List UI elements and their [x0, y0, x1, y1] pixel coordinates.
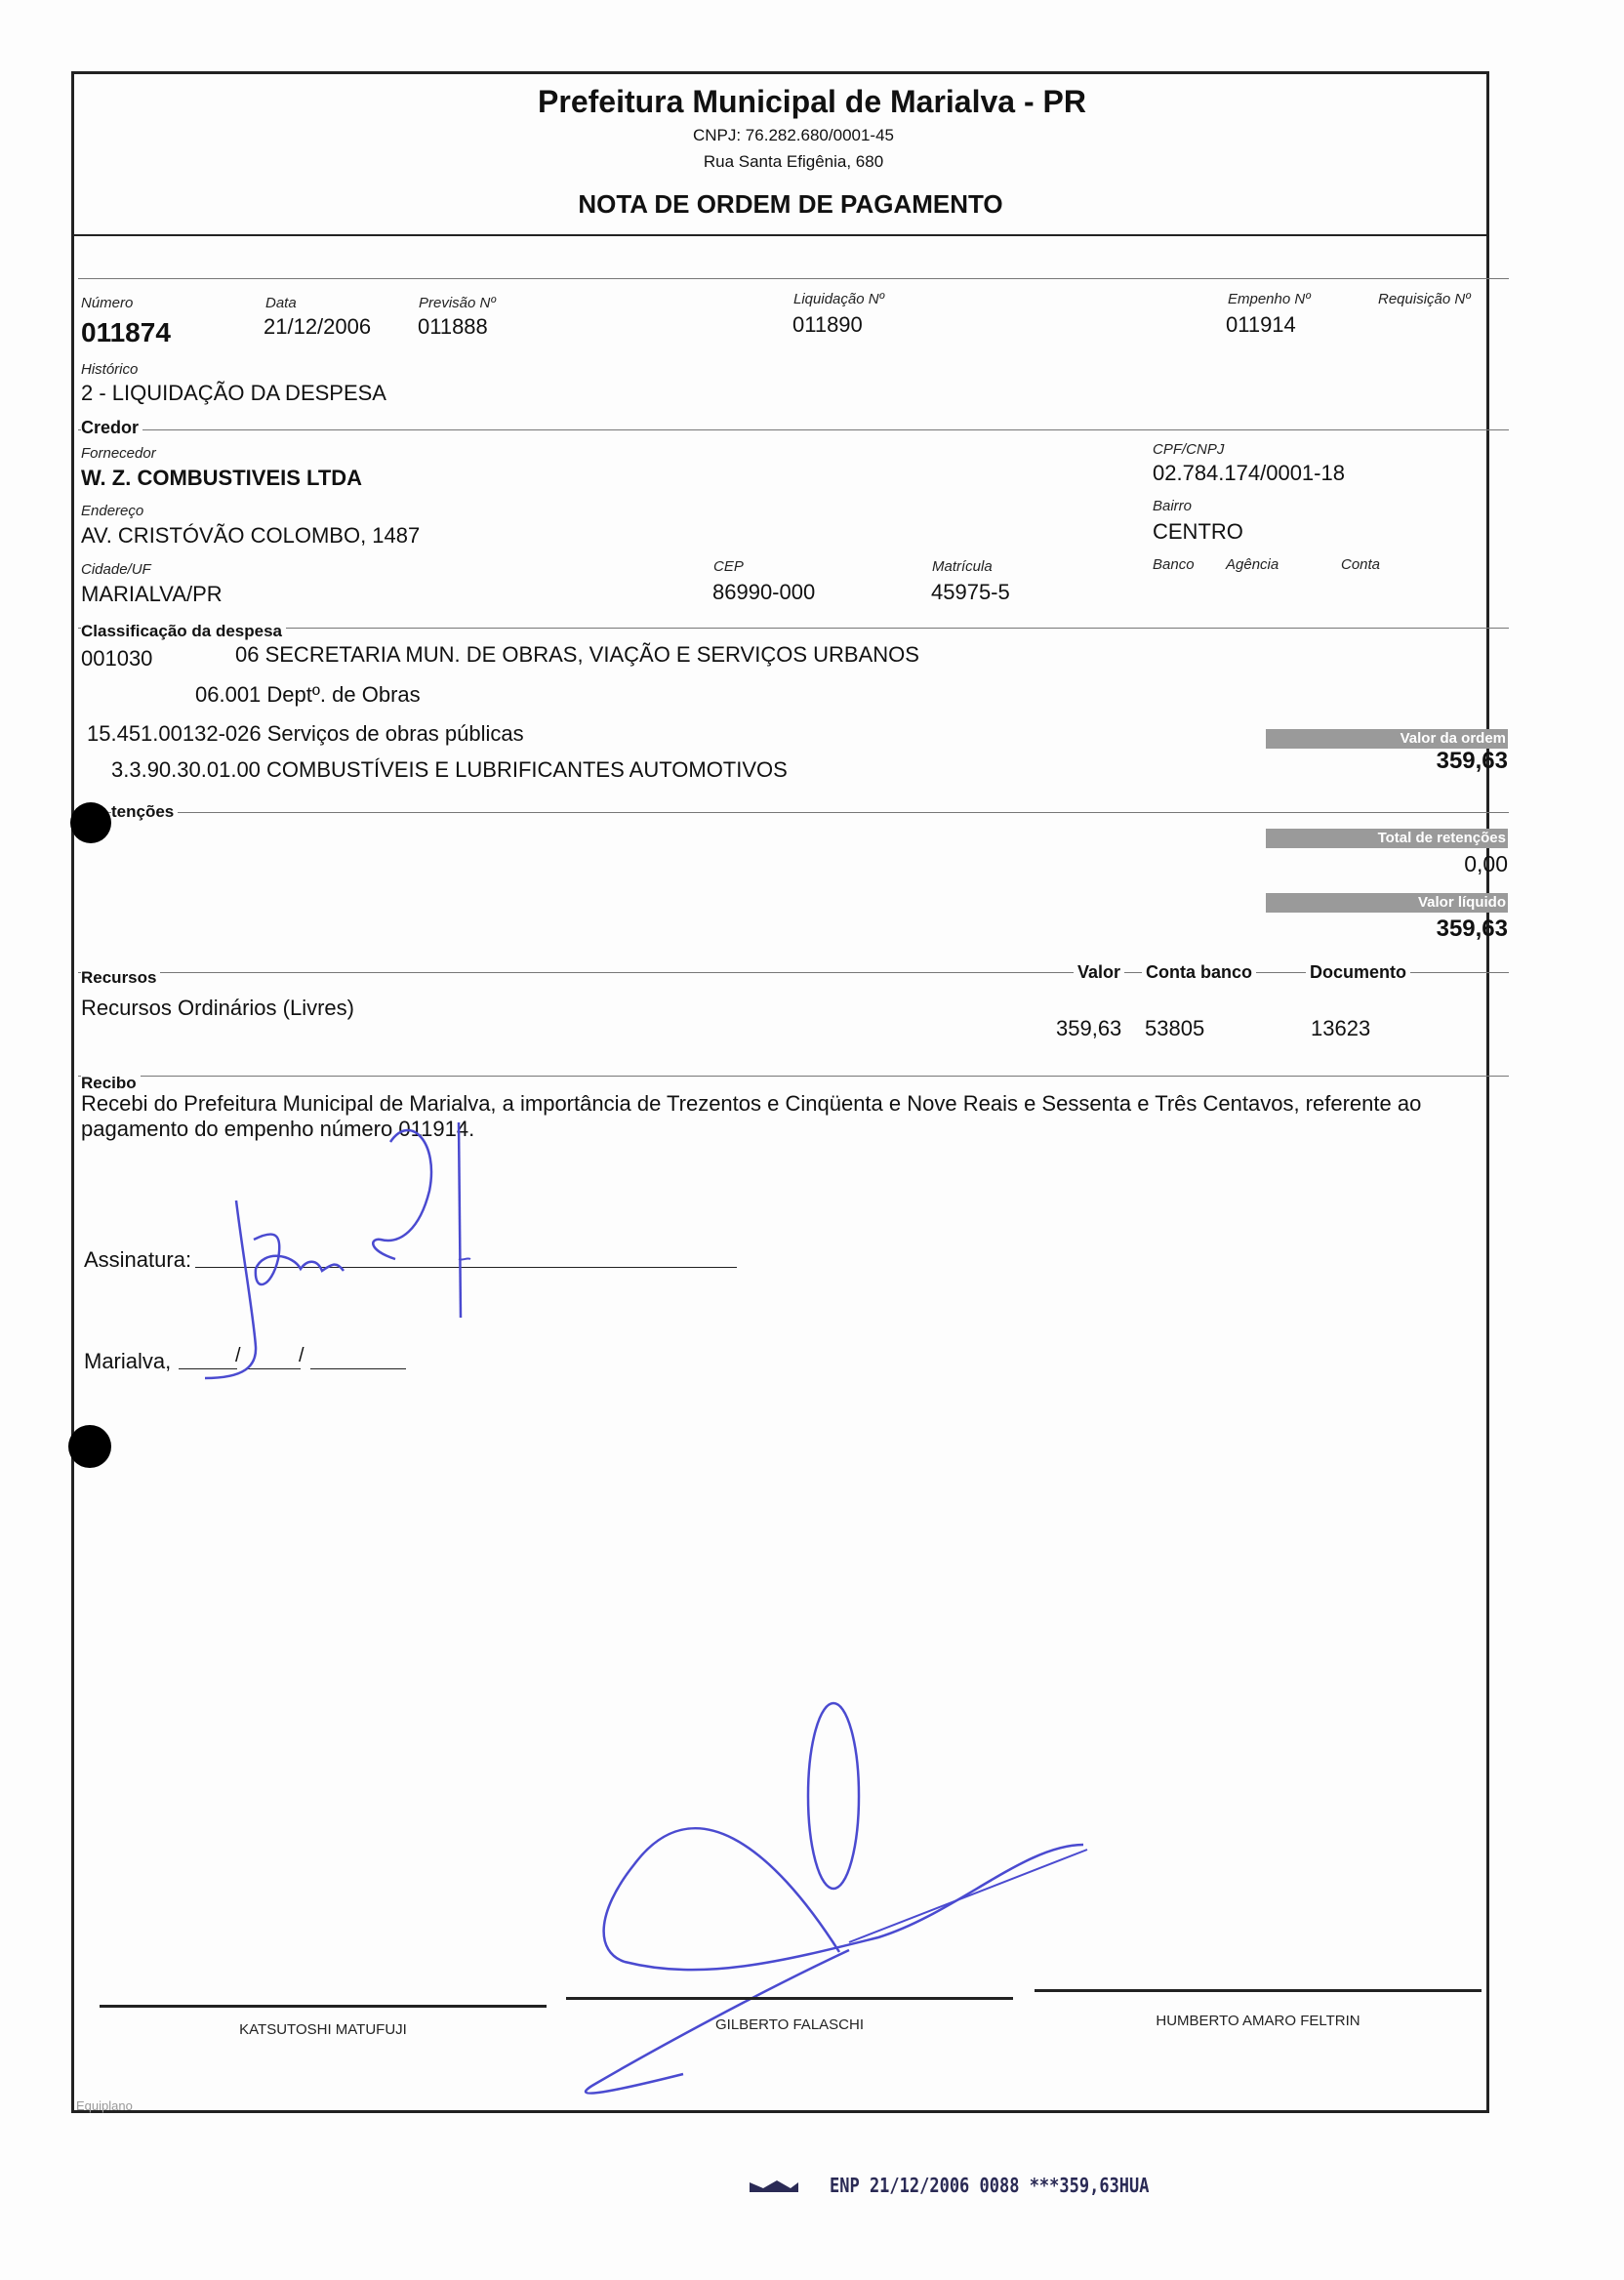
valor-liquido-label: Valor líquido — [1266, 893, 1508, 913]
data-label: Data — [265, 295, 297, 311]
previsao-value: 011888 — [418, 314, 488, 339]
recursos-divider — [78, 972, 1509, 973]
numero-value: 011874 — [81, 317, 171, 347]
cep-value: 86990-000 — [712, 580, 816, 604]
matricula-value: 45975-5 — [931, 580, 1010, 604]
numero-label: Número — [81, 295, 134, 311]
recursos-documento-label: Documento — [1306, 962, 1410, 983]
classificacao-divider — [78, 628, 1509, 629]
cep-label: CEP — [713, 558, 744, 575]
bank-stamp: ENP 21/12/2006 0088 ***359,63HUA — [830, 2175, 1150, 2198]
signatory-3: HUMBERTO AMARO FELTRIN — [1156, 2013, 1360, 2029]
recibo-signature — [185, 1122, 556, 1386]
valor-liquido-value: 359,63 — [1436, 916, 1508, 942]
fornecedor-value: W. Z. COMBUSTIVEIS LTDA — [81, 466, 363, 490]
signature-line-3 — [1035, 1989, 1482, 1992]
fields-top-divider — [78, 278, 1509, 279]
total-retencoes-label: Total de retenções — [1266, 829, 1508, 848]
document-title: NOTA DE ORDEM DE PAGAMENTO — [578, 189, 1003, 219]
recibo-section-title: Recibo — [81, 1074, 141, 1093]
conta-label: Conta — [1341, 556, 1381, 573]
header-cnpj: CNPJ: 76.282.680/0001-45 — [692, 126, 895, 144]
retencoes-section-title: tenções — [111, 802, 178, 822]
liquidacao-value: 011890 — [792, 312, 863, 337]
assinatura-label: Assinatura: — [84, 1247, 192, 1272]
signature-line-2 — [566, 1997, 1013, 2000]
credor-section-title: Credor — [81, 418, 142, 438]
signatory-1: KATSUTOSHI MATUFUJI — [239, 2021, 407, 2038]
cidade-label: Cidade/UF — [81, 561, 151, 578]
retencoes-divider — [78, 812, 1509, 813]
requisicao-label: Requisição Nº — [1378, 291, 1471, 307]
signatory-2: GILBERTO FALASCHI — [715, 2016, 864, 2033]
recursos-valor: 359,63 — [1056, 1016, 1122, 1040]
historico-label: Histórico — [81, 361, 139, 378]
classificacao-section-title: Classificação da despesa — [81, 622, 286, 641]
bairro-label: Bairro — [1153, 498, 1193, 514]
matricula-label: Matrícula — [932, 558, 993, 575]
classificacao-depto: 06.001 Deptº. de Obras — [195, 682, 421, 707]
valor-ordem-value: 359,63 — [1436, 748, 1508, 774]
historico-value: 2 - LIQUIDAÇÃO DA DESPESA — [81, 381, 386, 405]
banco-label: Banco — [1153, 556, 1195, 573]
recursos-conta-label: Conta banco — [1142, 962, 1256, 983]
recursos-documento: 13623 — [1311, 1016, 1371, 1040]
cpf-cnpj-value: 02.784.174/0001-18 — [1153, 461, 1345, 485]
empenho-value: 011914 — [1226, 312, 1296, 337]
data-value: 21/12/2006 — [264, 314, 372, 339]
date-slash-2: / — [299, 1345, 304, 1366]
recibo-text: Recebi do Prefeitura Municipal de Marialva, a importância de Trezentos e Cinqüenta e Nove Reais e Sessenta e Três Centavos, referente ao pagamento do empenho número 011914. — [81, 1091, 1422, 1141]
header-address: Rua Santa Efigênia, 680 — [703, 152, 884, 171]
endereco-value: AV. CRISTÓVÃO COLOMBO, 1487 — [81, 523, 421, 548]
software-label: Equiplano — [76, 2098, 133, 2113]
bank-logo-icon — [750, 2178, 798, 2194]
recursos-fonte: Recursos Ordinários (Livres) — [81, 996, 354, 1020]
previsao-label: Previsão Nº — [419, 295, 496, 311]
agencia-label: Agência — [1226, 556, 1279, 573]
classificacao-elemento: 3.3.90.30.01.00 COMBUSTÍVEIS E LUBRIFICANTES AUTOMOTIVOS — [111, 757, 788, 782]
date-slash-1: / — [235, 1345, 241, 1366]
recibo-divider — [78, 1076, 1509, 1077]
liquidacao-label: Liquidação Nº — [793, 291, 885, 307]
classificacao-code: 001030 — [81, 646, 153, 671]
recursos-valor-label: Valor — [1074, 962, 1124, 983]
bairro-value: CENTRO — [1153, 519, 1243, 544]
total-retencoes-value: 0,00 — [1464, 851, 1508, 876]
credor-divider — [78, 429, 1509, 430]
classificacao-programa: 15.451.00132-026 Serviços de obras públicas — [87, 721, 524, 746]
cpf-cnpj-label: CPF/CNPJ — [1153, 441, 1225, 458]
header-title: Prefeitura Municipal de Marialva - PR — [538, 84, 1086, 119]
cidade-value: MARIALVA/PR — [81, 582, 223, 606]
gilberto-signature — [566, 1698, 1113, 2108]
recursos-section-title: Recursos — [81, 968, 160, 988]
empenho-label: Empenho Nº — [1228, 291, 1311, 307]
header-divider — [71, 234, 1486, 236]
endereco-label: Endereço — [81, 503, 144, 519]
punch-hole-upper — [70, 802, 111, 843]
punch-hole-lower — [68, 1425, 111, 1468]
fornecedor-label: Fornecedor — [81, 445, 156, 462]
local-label: Marialva, — [84, 1349, 172, 1373]
valor-ordem-label: Valor da ordem — [1266, 729, 1508, 749]
classificacao-secretaria: 06 SECRETARIA MUN. DE OBRAS, VIAÇÃO E SERVIÇOS URBANOS — [235, 642, 919, 667]
signature-line-1 — [100, 2005, 547, 2008]
recursos-conta: 53805 — [1145, 1016, 1205, 1040]
